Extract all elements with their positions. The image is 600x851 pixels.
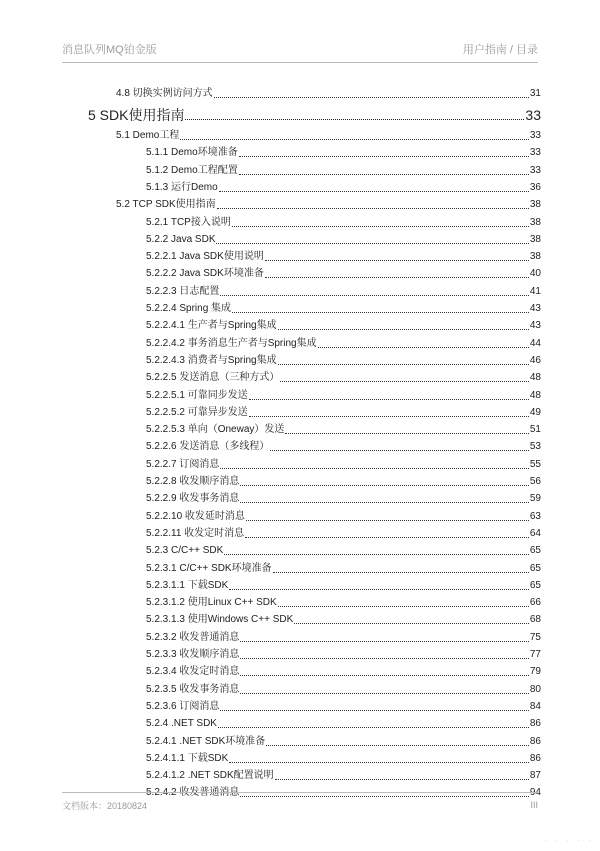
toc-entry-page: 38 bbox=[529, 216, 541, 228]
toc-entry-title: 5.1 Demo工程 bbox=[116, 130, 180, 141]
toc-entry-page: 86 bbox=[529, 735, 541, 747]
toc-dot-leader bbox=[224, 554, 529, 555]
toc-entry[interactable] bbox=[146, 320, 541, 332]
toc-entry[interactable] bbox=[146, 390, 541, 402]
toc-entry[interactable] bbox=[146, 493, 541, 505]
toc-entry-page: 86 bbox=[529, 752, 541, 764]
toc-entry-page: 41 bbox=[529, 285, 541, 297]
toc-dot-leader bbox=[240, 675, 529, 676]
toc-entry-title: 4.8 切换实例访问方式 bbox=[116, 88, 213, 99]
toc-entry-page: 44 bbox=[529, 337, 541, 349]
toc-dot-leader bbox=[214, 97, 529, 98]
toc-entry-page: 77 bbox=[529, 649, 541, 660]
toc-entry[interactable] bbox=[146, 217, 541, 229]
toc-entry[interactable] bbox=[146, 545, 541, 557]
toc-entry[interactable] bbox=[146, 718, 541, 730]
toc-dot-leader bbox=[249, 416, 529, 417]
toc-dot-leader bbox=[278, 364, 529, 365]
toc-dot-leader bbox=[232, 312, 529, 313]
toc-dot-leader bbox=[265, 260, 529, 261]
toc-dot-leader bbox=[240, 485, 529, 486]
toc-entry[interactable] bbox=[146, 372, 541, 384]
header-divider bbox=[62, 62, 538, 63]
toc-dot-leader bbox=[180, 139, 529, 140]
toc-entry-title: 5.2.2.3 日志配置 bbox=[146, 285, 220, 297]
toc-entry-title: 5.2.3.1 C/C++ SDK环境准备 bbox=[146, 562, 272, 574]
toc-entry[interactable] bbox=[146, 701, 541, 713]
toc-entry-page: 33 bbox=[525, 107, 541, 123]
toc-entry-page: 48 bbox=[529, 389, 541, 401]
toc-entry-title: 5.2.2 Java SDK bbox=[146, 233, 216, 245]
toc-entry-page: 43 bbox=[529, 320, 541, 332]
toc-dot-leader bbox=[278, 606, 529, 607]
toc-entry-page: 51 bbox=[529, 424, 541, 436]
toc-entry-page: 80 bbox=[529, 683, 541, 695]
toc-entry-title: 5.2.2.5.1 可靠同步发送 bbox=[146, 389, 248, 401]
toc-entry-page: 94 bbox=[529, 787, 541, 799]
toc-entry-page: 55 bbox=[529, 458, 541, 470]
toc-entry-title: 5.2.3.1.2 使用Linux C++ SDK bbox=[146, 597, 277, 609]
toc-entry-title: 5.2.2.6 发送消息（多线程） bbox=[146, 441, 270, 453]
toc-entry[interactable] bbox=[146, 684, 541, 696]
toc-entry[interactable] bbox=[116, 88, 541, 100]
toc-dot-leader bbox=[220, 710, 529, 711]
toc-entry-page: 68 bbox=[529, 614, 541, 626]
toc-dot-leader bbox=[229, 589, 529, 590]
toc-entry[interactable] bbox=[146, 251, 541, 263]
toc-dot-leader bbox=[318, 347, 529, 348]
toc-dot-leader bbox=[265, 277, 529, 278]
toc-dot-leader bbox=[216, 243, 528, 244]
toc-entry-page: 40 bbox=[529, 268, 541, 280]
toc-entry-title: 5.2.2.7 订阅消息 bbox=[146, 458, 220, 470]
toc-entry-title: 5.2.3 C/C++ SDK bbox=[146, 545, 224, 557]
toc-entry-page: 75 bbox=[529, 631, 541, 643]
toc-entry-title: 5.2.2.4.2 事务消息生产者与Spring集成 bbox=[146, 337, 317, 349]
toc-entry-title: 5.2.2.11 收发定时消息 bbox=[146, 527, 245, 539]
toc-dot-leader bbox=[240, 658, 529, 659]
toc-dot-leader bbox=[239, 174, 529, 175]
toc-entry-page: 53 bbox=[529, 441, 541, 453]
toc-entry-page: 63 bbox=[529, 510, 541, 522]
toc-entry[interactable] bbox=[146, 770, 541, 782]
toc-entry[interactable] bbox=[146, 147, 541, 159]
toc-entry[interactable] bbox=[146, 597, 541, 609]
toc-dot-leader bbox=[249, 399, 529, 400]
toc-entry[interactable] bbox=[146, 303, 541, 315]
toc-entry-page: 65 bbox=[529, 579, 541, 591]
toc-dot-leader bbox=[240, 693, 529, 694]
toc-entry[interactable] bbox=[146, 614, 541, 626]
footer-doc-version: 文档版本：20180824 bbox=[62, 800, 148, 811]
toc-entry[interactable] bbox=[146, 441, 541, 453]
toc-entry-page: 59 bbox=[529, 493, 541, 505]
toc-entry-page: 38 bbox=[529, 199, 541, 211]
toc-entry[interactable] bbox=[146, 459, 541, 471]
toc-dot-leader bbox=[217, 208, 529, 209]
toc-entry-title: 5.2.3.5 收发事务消息 bbox=[146, 683, 240, 695]
toc-entry-page: 48 bbox=[529, 372, 541, 384]
toc-entry-page: 65 bbox=[529, 545, 541, 557]
toc-dot-leader bbox=[294, 623, 529, 624]
toc-dot-leader bbox=[239, 156, 529, 157]
toc-entry-page: 84 bbox=[529, 700, 541, 712]
toc-entry[interactable] bbox=[116, 199, 541, 211]
toc-dot-leader bbox=[285, 433, 528, 434]
toc-entry[interactable] bbox=[146, 528, 541, 540]
toc-entry-page: 33 bbox=[529, 147, 541, 159]
toc-entry-page: 79 bbox=[529, 666, 541, 678]
toc-dot-leader bbox=[245, 537, 529, 538]
toc-entry[interactable] bbox=[146, 632, 541, 644]
toc-dot-leader bbox=[266, 745, 529, 746]
toc-entry-page: 43 bbox=[529, 303, 541, 314]
toc-entry[interactable] bbox=[146, 580, 541, 592]
toc-entry-page: 56 bbox=[529, 476, 541, 487]
toc-entry-title: 5.2.2.1 Java SDK使用说明 bbox=[146, 251, 264, 263]
toc-entry[interactable] bbox=[146, 511, 541, 523]
scan-edge-marks: · · · · · bbox=[544, 836, 594, 845]
toc-entry-page: 86 bbox=[529, 718, 541, 730]
toc-entry-title: 5.2.4.1 .NET SDK环境准备 bbox=[146, 735, 266, 747]
toc-entry-title: 5.2.2.5.3 单向（Oneway）发送 bbox=[146, 424, 285, 436]
footer-page-number: III bbox=[530, 800, 538, 810]
toc-entry-title: 5.2.3.1.1 下载SDK bbox=[146, 579, 229, 591]
toc-entry-page: 87 bbox=[529, 770, 541, 782]
toc-dot-leader bbox=[278, 329, 529, 330]
toc-dot-leader bbox=[185, 119, 524, 120]
toc-dot-leader bbox=[240, 641, 529, 642]
toc-entry[interactable] bbox=[146, 666, 541, 678]
toc-dot-leader bbox=[246, 520, 529, 521]
toc-entry-page: 33 bbox=[529, 164, 541, 176]
toc-dot-leader bbox=[229, 762, 529, 763]
toc-entry[interactable] bbox=[146, 476, 541, 488]
toc-dot-leader bbox=[219, 191, 529, 192]
toc-entry-title: 5.1.1 Demo环境准备 bbox=[146, 147, 238, 159]
toc-entry-title: 5.2.3.6 订阅消息 bbox=[146, 700, 220, 712]
toc-entry-title: 5.2.2.10 收发延时消息 bbox=[146, 510, 245, 522]
toc-entry-title: 5.2.3.1.3 使用Windows C++ SDK bbox=[146, 614, 294, 626]
footer-divider bbox=[62, 792, 538, 793]
toc-entry-title: 5.2.2.2 Java SDK环境准备 bbox=[146, 268, 264, 280]
toc-entry-page: 33 bbox=[529, 130, 541, 141]
toc-entry-page: 38 bbox=[529, 251, 541, 263]
toc-entry[interactable] bbox=[146, 563, 541, 575]
toc-entry-title: 5.2.4.1.1 下载SDK bbox=[146, 752, 229, 764]
toc-entry-title: 5.2.2.4.1 生产者与Spring集成 bbox=[146, 320, 277, 332]
toc-entry[interactable] bbox=[146, 165, 541, 177]
toc-entry[interactable] bbox=[146, 234, 541, 246]
toc-entry-title: 5.2.2.5.2 可靠异步发送 bbox=[146, 406, 248, 418]
toc-entry-title: 5.2.2.4 Spring 集成 bbox=[146, 303, 232, 314]
toc-dot-leader bbox=[218, 727, 529, 728]
toc-dot-leader bbox=[275, 779, 529, 780]
toc-entry-title: 5 SDK使用指南 bbox=[88, 107, 185, 123]
toc-entry-page: 31 bbox=[529, 88, 541, 99]
page-header bbox=[62, 40, 538, 58]
toc-entry[interactable] bbox=[146, 268, 541, 280]
toc-dot-leader bbox=[240, 502, 529, 503]
toc-dot-leader bbox=[280, 381, 529, 382]
toc-entry-title: 5.2.3.2 收发普通消息 bbox=[146, 631, 240, 643]
toc-entry-title: 5.2.2.4.3 消费者与Spring集成 bbox=[146, 354, 277, 366]
toc-entry-title: 5.2 TCP SDK使用指南 bbox=[116, 199, 216, 211]
toc-dot-leader bbox=[220, 295, 529, 296]
toc-dot-leader bbox=[270, 450, 529, 451]
toc-entry[interactable] bbox=[146, 736, 541, 748]
toc-entry[interactable] bbox=[146, 182, 541, 194]
header-section-title: 用户指南 / 目录 bbox=[462, 44, 538, 56]
toc-entry-page: 65 bbox=[529, 562, 541, 574]
toc-chapter-entry[interactable] bbox=[88, 107, 541, 123]
toc-entry[interactable] bbox=[116, 130, 541, 142]
toc-entry-title: 5.2.2.5 发送消息（三种方式） bbox=[146, 372, 280, 384]
toc-dot-leader bbox=[232, 226, 529, 227]
toc-dot-leader bbox=[273, 572, 529, 573]
toc-entry[interactable] bbox=[146, 649, 541, 661]
toc-entry-title: 5.2.4 .NET SDK bbox=[146, 718, 217, 730]
toc-entry[interactable] bbox=[146, 286, 541, 298]
toc-entry-page: 64 bbox=[529, 527, 541, 539]
toc-entry-page: 36 bbox=[529, 181, 541, 193]
toc-entry[interactable] bbox=[146, 338, 541, 350]
toc-entry-title: 5.2.4.1.2 .NET SDK配置说明 bbox=[146, 770, 274, 782]
toc-entry-title: 5.2.2.9 收发事务消息 bbox=[146, 493, 240, 505]
toc-entry-title: 5.2.2.8 收发顺序消息 bbox=[146, 476, 240, 487]
toc-entry-title: 5.1.3 运行Demo bbox=[146, 181, 218, 193]
toc-entry-page: 49 bbox=[529, 406, 541, 418]
toc-entry-page: 46 bbox=[529, 354, 541, 366]
toc-entry-title: 5.2.4.2 收发普通消息 bbox=[146, 787, 240, 799]
toc-entry-title: 5.2.1 TCP接入说明 bbox=[146, 216, 231, 228]
toc-entry[interactable] bbox=[146, 424, 541, 436]
toc-entry[interactable] bbox=[146, 355, 541, 367]
header-doc-title: 消息队列MQ铂金版 bbox=[62, 44, 157, 56]
toc-entry-page: 38 bbox=[529, 233, 541, 245]
toc-entry-title: 5.2.3.4 收发定时消息 bbox=[146, 666, 240, 678]
toc-entry[interactable] bbox=[146, 753, 541, 765]
toc-entry-title: 5.1.2 Demo工程配置 bbox=[146, 164, 238, 176]
toc-entry-title: 5.2.3.3 收发顺序消息 bbox=[146, 649, 240, 660]
toc-dot-leader bbox=[220, 468, 529, 469]
page-footer bbox=[62, 798, 538, 812]
toc-entry[interactable] bbox=[146, 407, 541, 419]
toc-entry-page: 66 bbox=[529, 597, 541, 609]
